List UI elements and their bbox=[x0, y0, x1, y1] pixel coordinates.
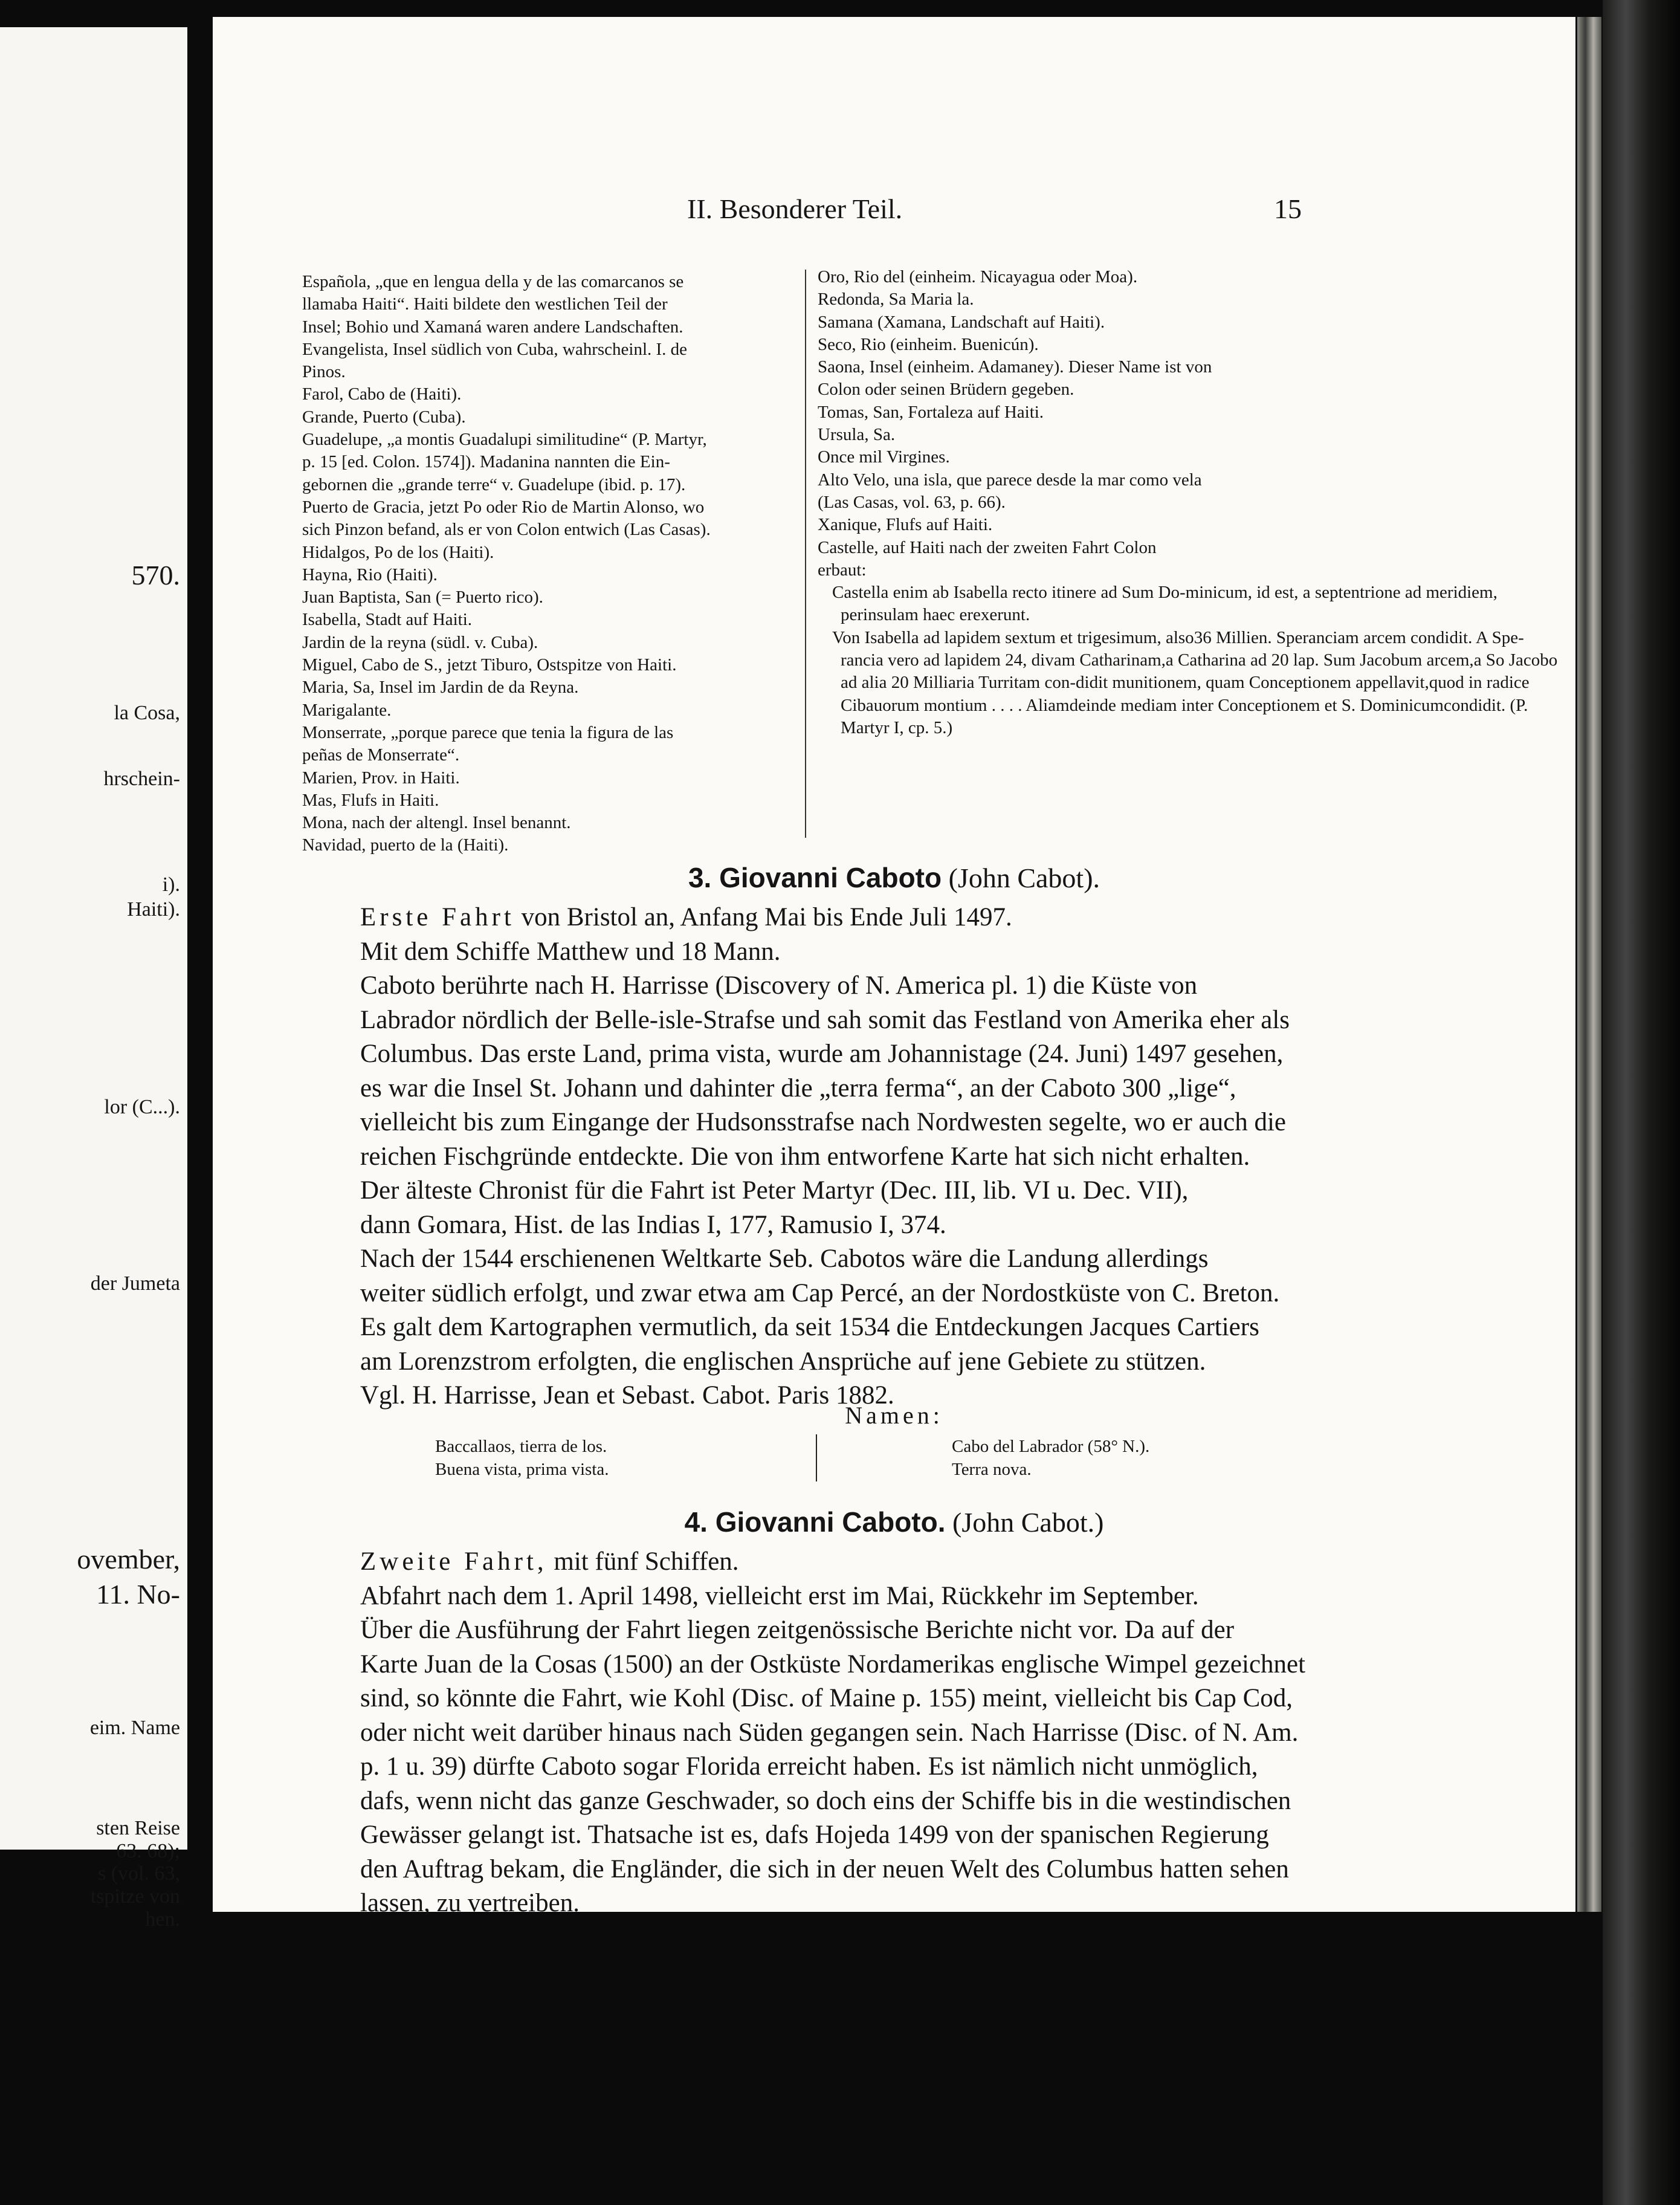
prev-fragment: 63. 68); bbox=[116, 1840, 180, 1862]
paragraph-line: oder nicht weit darüber hinaus nach Süden gegangen sein. Nach Harrisse (Disc. of N. Am. bbox=[360, 1718, 1299, 1747]
entry-line: quod in radice Cibauorum montium . . . . Aliam bbox=[841, 673, 1530, 715]
entry-line: didit munitionem, quam Conceptionem appellavit, bbox=[1076, 673, 1429, 693]
voyage-details: mit fünf Schiffen. bbox=[554, 1547, 739, 1576]
quotation bbox=[818, 581, 1558, 627]
place-entry bbox=[302, 338, 882, 384]
section-4-title: 4. Giovanni Caboto. bbox=[684, 1506, 946, 1538]
place-entry bbox=[302, 542, 882, 564]
entry-line: Grande, Puerto (Cuba). bbox=[302, 407, 466, 427]
entry-line: Tomas, San, Fortaleza auf Haiti. bbox=[818, 402, 1044, 422]
name-entry: Baccallaos, tierra de los. bbox=[435, 1437, 607, 1456]
prev-fragment: Haiti). bbox=[127, 898, 180, 921]
quotation bbox=[818, 627, 1558, 739]
entry-line: Hidalgos, Po de los (Haiti). bbox=[302, 542, 494, 562]
section-4-paragraph bbox=[311, 1613, 1462, 1921]
entry-line: Seco, Rio (einheim. Buenicún). bbox=[818, 334, 1039, 354]
prev-fragment: s (vol. 63, bbox=[98, 1862, 180, 1885]
paragraph bbox=[311, 1242, 1462, 1379]
entry-line: deinde mediam inter Conceptionem et S. Dominicum bbox=[1069, 695, 1444, 715]
place-entry bbox=[302, 271, 882, 338]
place-entry bbox=[302, 383, 882, 406]
name-entry: Terra nova. bbox=[952, 1460, 1032, 1479]
paragraph-line: Labrador nördlich der Belle-isle-Strafse und sah somit das Festland von Amerika eher als bbox=[360, 1005, 1290, 1034]
place-entry bbox=[302, 654, 882, 676]
previous-page-margin bbox=[0, 27, 187, 1931]
prev-fragment: hrschein- bbox=[103, 768, 180, 790]
place-entry bbox=[302, 406, 882, 429]
prev-fragment: 570. bbox=[131, 560, 180, 591]
place-entry bbox=[302, 722, 882, 767]
paragraph-line: Der älteste Chronist für die Fahrt ist Peter Martyr (Dec. III, lib. VI u. Dec. VII), bbox=[360, 1176, 1189, 1205]
place-entry bbox=[818, 311, 1558, 334]
prev-fragment: sten Reise bbox=[96, 1817, 180, 1839]
entry-line: rancia vero ad lapidem 24, divam Catharinam, bbox=[841, 650, 1166, 670]
paragraph-line: vielleicht bis zum Eingange der Hudsonsstrafse nach Nordwesten segelte, wo er auch die bbox=[360, 1108, 1286, 1136]
entry-line: Isabella, Stadt auf Haiti. bbox=[302, 610, 473, 630]
names-divider bbox=[816, 1434, 817, 1481]
page-header bbox=[213, 191, 1575, 227]
place-names-left-column bbox=[302, 271, 882, 857]
voyage-label: Erste Fahrt bbox=[360, 903, 515, 931]
paragraph-line: Columbus. Das erste Land, prima vista, wurde am Johannistage (24. Juni) 1497 gesehen, bbox=[360, 1040, 1284, 1068]
place-entry bbox=[302, 609, 882, 631]
entry-line: Insel; Bohio und Xamaná waren andere Landschaften. bbox=[302, 317, 683, 337]
paragraph-line: weiter südlich erfolgt, und zwar etwa am Cap Percé, an der Nordostküste von C. Breton. bbox=[360, 1278, 1280, 1307]
paragraph-line: den Auftrag bekam, die Engländer, die sich in der neuen Welt des Columbus hatten sehen bbox=[360, 1854, 1289, 1883]
names-right-list bbox=[952, 1435, 1149, 1481]
ship-line: Mit dem Schiffe Matthew und 18 Mann. bbox=[360, 937, 781, 966]
entry-line: 36 Millien. Speranciam arcem condidit. A Spe- bbox=[1194, 627, 1524, 647]
paragraph-line: Nach der 1544 erschienenen Weltkarte Seb. Cabotos wäre die Landung allerdings bbox=[360, 1245, 1209, 1273]
paragraph-line: Caboto berührte nach H. Harrisse (Discovery of N. America pl. 1) die Küste von bbox=[360, 971, 1198, 1000]
entry-line: minicum, id est, a septentrione ad meridiem, per bbox=[841, 583, 1497, 625]
place-entry bbox=[302, 586, 882, 609]
entry-line: Ursula, Sa. bbox=[818, 425, 896, 445]
place-entry bbox=[302, 496, 882, 542]
entry-line: Mas, Flufs in Haiti. bbox=[302, 790, 439, 810]
paragraph-line: Vgl. H. Harrisse, Jean et Sebast. Cabot. Paris 1882. bbox=[360, 1381, 894, 1410]
right-entries bbox=[818, 266, 1558, 581]
paragraph-line: reichen Fischgründe entdeckte. Die von ihm entworfene Karte hat sich nicht erhalten. bbox=[360, 1142, 1250, 1171]
entry-line: Miguel, Cabo de S., jetzt Tiburo, Ostspitze von Haiti. bbox=[302, 655, 677, 675]
entry-line: gebornen die „grande terre“ v. Guadelupe (ibid. p. 17). bbox=[302, 474, 686, 494]
paragraph-line: es war die Insel St. Johann und dahinter die „terra ferma“, an der Caboto 300 „lige“, bbox=[360, 1073, 1236, 1102]
entry-line: Samana (Xamana, Landschaft auf Haiti). bbox=[818, 312, 1105, 332]
names-left-list bbox=[435, 1435, 609, 1481]
paragraph-line: sind, so könnte die Fahrt, wie Kohl (Disc. of Maine p. 155) meint, vielleicht bis Cap Cod, bbox=[360, 1684, 1293, 1712]
name-entry: Cabo del Labrador (58° N.). bbox=[952, 1437, 1150, 1456]
entry-line: Española, „que en lengua della y de las comarcanos se bbox=[302, 272, 684, 291]
paragraph-line: Über die Ausführung der Fahrt liegen zeitgenössische Berichte nicht vor. Da auf der bbox=[360, 1616, 1235, 1644]
place-entry bbox=[818, 401, 1558, 424]
entry-line: (Las Casas, vol. 63, p. 66). bbox=[818, 492, 1006, 512]
entry-line: Castella enim ab Isabella recto itinere ad Sum Do- bbox=[832, 583, 1186, 603]
entry-line: Maria, Sa, Insel im Jardin de da Reyna. bbox=[302, 678, 579, 698]
entry-line: erbaut: bbox=[818, 560, 867, 580]
prev-fragment: i). bbox=[162, 873, 180, 896]
place-entry bbox=[818, 514, 1558, 536]
place-entry bbox=[818, 537, 1558, 582]
section-3-paragraphs bbox=[311, 969, 1462, 1413]
place-entry bbox=[818, 446, 1558, 468]
entry-line: Marigalante. bbox=[302, 700, 392, 720]
voyage-details: von Bristol an, Anfang Mai bis Ende Juli 1497. bbox=[521, 903, 1012, 931]
voyage-line bbox=[311, 1545, 1462, 1579]
prev-fragment: eim. Name bbox=[89, 1717, 180, 1739]
entry-line: Xanique, Flufs auf Haiti. bbox=[818, 515, 993, 535]
paragraph-line: lassen, zu vertreiben. bbox=[360, 1889, 580, 1917]
entry-line: Farol, Cabo de (Haiti). bbox=[302, 384, 462, 404]
entry-line: Redonda, Sa Maria la. bbox=[818, 290, 974, 309]
section-3-title: 3. Giovanni Caboto bbox=[688, 862, 942, 893]
entry-line: Alto Velo, una isla, que parece desde la mar como vela bbox=[818, 470, 1202, 490]
departure-line: Abfahrt nach dem 1. April 1498, vielleicht erst im Mai, Rückkehr im September. bbox=[360, 1581, 1199, 1610]
book-spine bbox=[1603, 0, 1680, 2205]
section-3-title-paren: (John Cabot). bbox=[948, 863, 1100, 893]
book-page bbox=[213, 17, 1575, 1917]
place-entry bbox=[302, 812, 882, 834]
section-3-body bbox=[311, 901, 1462, 1413]
paragraph-line: Es galt dem Kartographen vermutlich, da seit 1534 die Entdeckungen Jacques Cartiers bbox=[360, 1313, 1259, 1341]
entry-line: Once mil Virgines. bbox=[818, 447, 950, 467]
entry-line: Guadelupe, „a montis Guadalupi similitudine“ (P. Martyr, bbox=[302, 430, 707, 450]
prev-fragment: tspitze von bbox=[90, 1885, 180, 1908]
voyage-label: Zweite Fahrt, bbox=[360, 1547, 548, 1576]
entry-line: Oro, Rio del (einheim. Nicayagua oder Moa). bbox=[818, 267, 1138, 287]
paragraph bbox=[311, 969, 1462, 1174]
running-title: II. Besonderer Teil. bbox=[687, 193, 903, 224]
place-entry bbox=[302, 632, 882, 654]
place-names-right-column bbox=[818, 266, 1558, 739]
paragraph-line: Karte Juan de la Cosas (1500) an der Ostküste Nordamerikas englische Wimpel gezeichnet bbox=[360, 1650, 1306, 1679]
page-number: 15 bbox=[1274, 193, 1302, 224]
entry-line: Navidad, puerto de la (Haiti). bbox=[302, 835, 509, 855]
paragraph-line: am Lorenzstrom erfolgten, die englischen Ansprüche auf jene Gebiete zu stützen. bbox=[360, 1347, 1206, 1376]
place-entry bbox=[818, 334, 1558, 356]
entry-line: Mona, nach der altengl. Insel benannt. bbox=[302, 813, 571, 833]
place-entry bbox=[302, 676, 882, 699]
entry-line: insulam haec erexerunt. bbox=[863, 605, 1030, 625]
paragraph-line: dann Gomara, Hist. de las Indias I, 177, Ramusio I, 374. bbox=[360, 1210, 946, 1239]
entry-line: condidit. (P. Martyr I, cp. 5.) bbox=[841, 695, 1528, 737]
place-entry bbox=[302, 699, 882, 722]
place-entry bbox=[302, 564, 882, 586]
prev-fragment: ovember, bbox=[77, 1544, 180, 1575]
entry-line: Marien, Prov. in Haiti. bbox=[302, 768, 460, 788]
place-entry bbox=[818, 288, 1558, 311]
entry-line: a So Jacobo ad alia 20 Milliaria Turritam con- bbox=[841, 650, 1558, 693]
entry-line: Hayna, Rio (Haiti). bbox=[302, 565, 438, 584]
entry-line: Monserrate, „porque parece que tenia la figura de las bbox=[302, 722, 674, 742]
entry-line: Colon oder seinen Brüdern gegeben. bbox=[818, 380, 1074, 400]
place-entry bbox=[818, 266, 1558, 288]
entry-line: sich Pinzon befand, als er von Colon entwich (Las Casas). bbox=[302, 520, 711, 540]
place-entry bbox=[302, 789, 882, 812]
names-label: Namen: bbox=[845, 1402, 943, 1429]
prev-fragment: lor (C...). bbox=[104, 1096, 180, 1118]
place-entry bbox=[302, 834, 882, 856]
paragraph bbox=[311, 1613, 1462, 1921]
prev-fragment: der Jumeta bbox=[90, 1272, 180, 1295]
paragraph-line: Gewässer gelangt ist. Thatsache ist es, dafs Hojeda 1499 von der spanischen Regierung bbox=[360, 1821, 1269, 1849]
voyage-line bbox=[311, 901, 1462, 935]
section-4-body bbox=[311, 1545, 1462, 1921]
entry-line: Evangelista, Insel südlich von Cuba, wahrscheinl. I. de bbox=[302, 339, 688, 359]
page-edge bbox=[1577, 17, 1601, 1912]
place-entry bbox=[818, 469, 1558, 514]
prev-fragment: la Cosa, bbox=[114, 702, 180, 724]
place-entry bbox=[818, 356, 1558, 401]
name-entry: Buena vista, prima vista. bbox=[435, 1460, 609, 1479]
place-entry bbox=[302, 429, 882, 496]
entry-line: Saona, Insel (einheim. Adamaney). Dieser Name ist von bbox=[818, 357, 1212, 377]
prev-fragment: hen. bbox=[145, 1908, 180, 1931]
entry-line: Jardin de la reyna (südl. v. Cuba). bbox=[302, 632, 538, 652]
entry-line: Castelle, auf Haiti nach der zweiten Fahrt Colon bbox=[818, 537, 1157, 557]
column-divider bbox=[805, 270, 806, 838]
entry-line: p. 15 [ed. Colon. 1574]). Madanina nannten die Ein- bbox=[302, 452, 670, 472]
place-entry bbox=[818, 424, 1558, 446]
entry-line: llamaba Haiti“. Haiti bildete den westlichen Teil der bbox=[302, 294, 668, 314]
place-entry bbox=[302, 767, 882, 789]
entry-line: Von Isabella ad lapidem sextum et trigesimum, also bbox=[832, 627, 1194, 647]
entry-line: Juan Baptista, San (= Puerto rico). bbox=[302, 588, 543, 607]
entry-line: Puerto de Gracia, jetzt Po oder Rio de Martin Alonso, wo bbox=[302, 497, 705, 517]
paragraph-line: dafs, wenn nicht das ganze Geschwader, so doch eins der Schiffe bis in die westindischen bbox=[360, 1786, 1291, 1815]
section-4-title-paren: (John Cabot.) bbox=[952, 1507, 1104, 1538]
paragraph bbox=[311, 1174, 1462, 1242]
section-3-heading bbox=[213, 860, 1575, 896]
entry-line: a Catharina ad 20 lap. Sum Jacobum arcem, bbox=[1165, 650, 1474, 670]
section-4-heading bbox=[213, 1504, 1575, 1541]
entry-line: peñas de Monserrate“. bbox=[302, 745, 460, 765]
paragraph-line: p. 1 u. 39) dürfte Caboto sogar Florida erreicht haben. Es ist nämlich nicht unmöglich, bbox=[360, 1752, 1258, 1781]
entry-line: Pinos. bbox=[302, 362, 346, 382]
latin-quotations bbox=[818, 581, 1558, 739]
prev-fragment: 11. No- bbox=[96, 1579, 180, 1610]
